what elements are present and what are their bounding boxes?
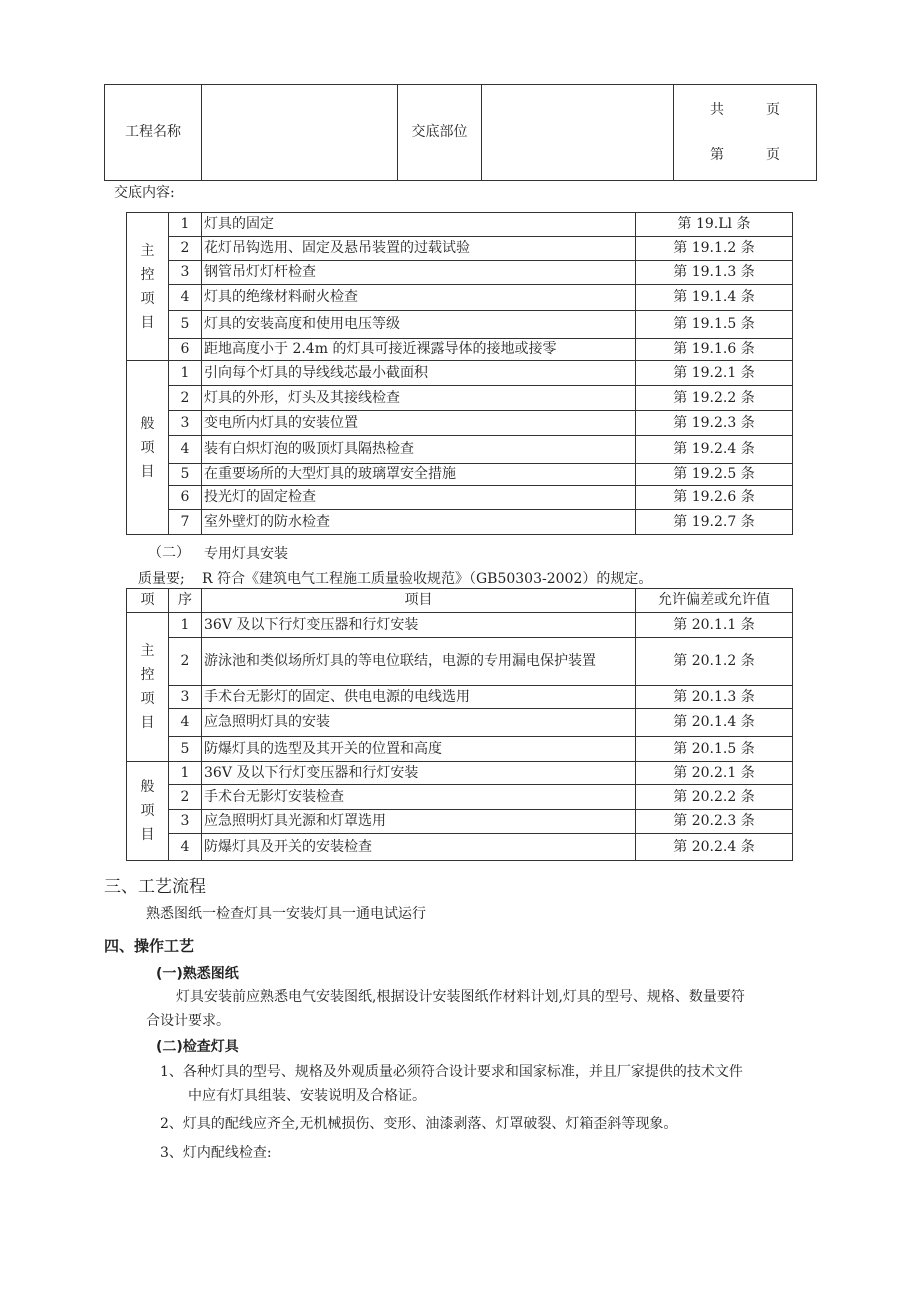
check-item-2: 2、灯具的配线应齐全,无机械损伤、变形、油漆剥落、灯罩破裂、灯箱歪斜等现象。 (160, 1116, 678, 1132)
row-ref: 第 19.2.5 条 (636, 464, 793, 486)
header-col-seq: 序 (169, 589, 202, 613)
quality-label: 质量要; (138, 571, 185, 587)
row-item: 花灯吊钩选用、固定及悬吊装置的过载试验 (202, 237, 636, 261)
row-no: 5 (169, 311, 202, 339)
row-ref: 第 19.2.4 条 (636, 436, 793, 464)
row-item: 变电所内灯具的安装位置 (202, 411, 636, 436)
row-item: 灯具的固定 (202, 213, 636, 237)
table-special-lighting (126, 588, 793, 861)
row-ref: 第 19.1.4 条 (636, 285, 793, 311)
row-item: 应急照明灯具光源和灯罩选用 (202, 810, 636, 834)
row-item: 引向每个灯具的导线线芯最小截面积 (202, 361, 636, 386)
page-number: 第 页 (710, 146, 780, 163)
row-no: 6 (169, 339, 202, 361)
row-ref: 第 19.2.1 条 (636, 361, 793, 386)
row-no: 6 (169, 486, 202, 510)
total-pages: 共 页 (710, 101, 780, 118)
row-item: 36V 及以下行灯变压器和行灯安装 (202, 613, 636, 638)
row-item: 36V 及以下行灯变压器和行灯安装 (202, 762, 636, 785)
paragraph-read-drawings-1: 灯具安装前应熟悉电气安装图纸,根据设计安装图纸作材料计划,灯具的型号、规格、数量要符 (176, 989, 745, 1005)
row-ref: 第 19.2.2 条 (636, 386, 793, 411)
check-item-1-line1: 1、各种灯具的型号、规格及外观质量必须符合设计要求和国家标准，并且厂家提供的技术文件 (160, 1064, 743, 1080)
table-general-lighting (126, 212, 793, 535)
row-item: 距地高度小于 2.4m 的灯具可接近裸露导体的接地或接零 (202, 339, 636, 361)
content-label: 交底内容: (114, 185, 175, 201)
project-name-label: 工程名称 (105, 85, 202, 181)
row-ref: 第 20.1.1 条 (636, 613, 793, 638)
row-item: 装有白炽灯泡的吸顶灯具隔热检查 (202, 436, 636, 464)
row-ref: 第 19.2.7 条 (636, 510, 793, 535)
project-name-value[interactable] (202, 85, 398, 181)
row-item: 钢管吊灯灯杆检查 (202, 261, 636, 285)
row-no: 1 (169, 361, 202, 386)
row-no: 3 (169, 810, 202, 834)
check-item-3: 3、灯内配线检查: (160, 1145, 272, 1161)
row-ref: 第 19.2.3 条 (636, 411, 793, 436)
row-no: 5 (169, 737, 202, 762)
group-main-control: 主 控 项 目 (127, 213, 169, 361)
row-ref: 第 20.1.3 条 (636, 686, 793, 709)
row-no: 4 (169, 436, 202, 464)
row-item: 防爆灯具及开关的安装检查 (202, 834, 636, 861)
row-no: 4 (169, 709, 202, 737)
header-col-allowance: 允许偏差或允许值 (636, 589, 793, 613)
header-col-item: 项目 (202, 589, 636, 613)
row-ref: 第 19.Ll 条 (636, 213, 793, 237)
row-no: 3 (169, 411, 202, 436)
row-no: 1 (169, 213, 202, 237)
row-item: 游泳池和类似场所灯具的等电位联结，电源的专用漏电保护装置 (202, 638, 636, 686)
subsection-read-drawings: (一)熟悉图纸 (156, 966, 239, 982)
process-flow: 熟悉图纸一检查灯具一安装灯具一通电试运行 (146, 906, 426, 922)
row-ref: 第 19.1.6 条 (636, 339, 793, 361)
row-no: 2 (169, 237, 202, 261)
section2-title: 专用灯具安装 (204, 546, 288, 562)
row-item: 灯具的绝缘材料耐火检查 (202, 285, 636, 311)
row-no: 4 (169, 834, 202, 861)
row-ref: 第 19.2.6 条 (636, 486, 793, 510)
row-ref: 第 20.1.5 条 (636, 737, 793, 762)
page-count-cell (674, 85, 817, 181)
section4-title: 四、操作工艺 (104, 937, 195, 955)
quality-text: R 符合《建筑电气工程施工质量验收规范》（GB50303-2002）的规定。 (202, 571, 653, 587)
row-no: 1 (169, 762, 202, 785)
subsection-check-fixtures: (二)检查灯具 (156, 1039, 239, 1055)
row-ref: 第 19.1.3 条 (636, 261, 793, 285)
row-no: 3 (169, 686, 202, 709)
row-ref: 第 20.2.3 条 (636, 810, 793, 834)
section2-number: （二） (148, 545, 190, 561)
row-item: 在重要场所的大型灯具的玻璃罩安全措施 (202, 464, 636, 486)
section3-title: 三、工艺流程 (104, 877, 206, 897)
row-no: 3 (169, 261, 202, 285)
location-label: 交底部位 (398, 85, 482, 181)
row-item: 防爆灯具的选型及其开关的位置和高度 (202, 737, 636, 762)
row-ref: 第 20.2.4 条 (636, 834, 793, 861)
row-ref: 第 20.1.2 条 (636, 638, 793, 686)
row-item: 室外壁灯的防水检查 (202, 510, 636, 535)
row-no: 5 (169, 464, 202, 486)
row-item: 灯具的安装高度和使用电压等级 (202, 311, 636, 339)
row-item: 应急照明灯具的安装 (202, 709, 636, 737)
row-no: 4 (169, 285, 202, 311)
paragraph-read-drawings-2: 合设计要求。 (146, 1013, 230, 1029)
group-general: 般 项 目 (127, 361, 169, 535)
row-no: 7 (169, 510, 202, 535)
row-ref: 第 19.1.2 条 (636, 237, 793, 261)
header-col-item-group: 项 (127, 589, 169, 613)
row-item: 灯具的外形，灯头及其接线检查 (202, 386, 636, 411)
row-item: 手术台无影灯安装检查 (202, 785, 636, 810)
group-general: 般 项 目 (127, 762, 169, 861)
header-table (104, 84, 817, 181)
row-ref: 第 19.1.5 条 (636, 311, 793, 339)
row-no: 1 (169, 613, 202, 638)
location-value[interactable] (482, 85, 674, 181)
row-no: 2 (169, 785, 202, 810)
row-no: 2 (169, 638, 202, 686)
row-ref: 第 20.2.1 条 (636, 762, 793, 785)
row-ref: 第 20.2.2 条 (636, 785, 793, 810)
row-ref: 第 20.1.4 条 (636, 709, 793, 737)
row-item: 投光灯的固定检查 (202, 486, 636, 510)
group-main-control: 主 控 项 目 (127, 613, 169, 762)
check-item-1-line2: 中应有灯具组装、安装说明及合格证。 (188, 1088, 426, 1104)
row-item: 手术台无影灯的固定、供电电源的电线选用 (202, 686, 636, 709)
row-no: 2 (169, 386, 202, 411)
